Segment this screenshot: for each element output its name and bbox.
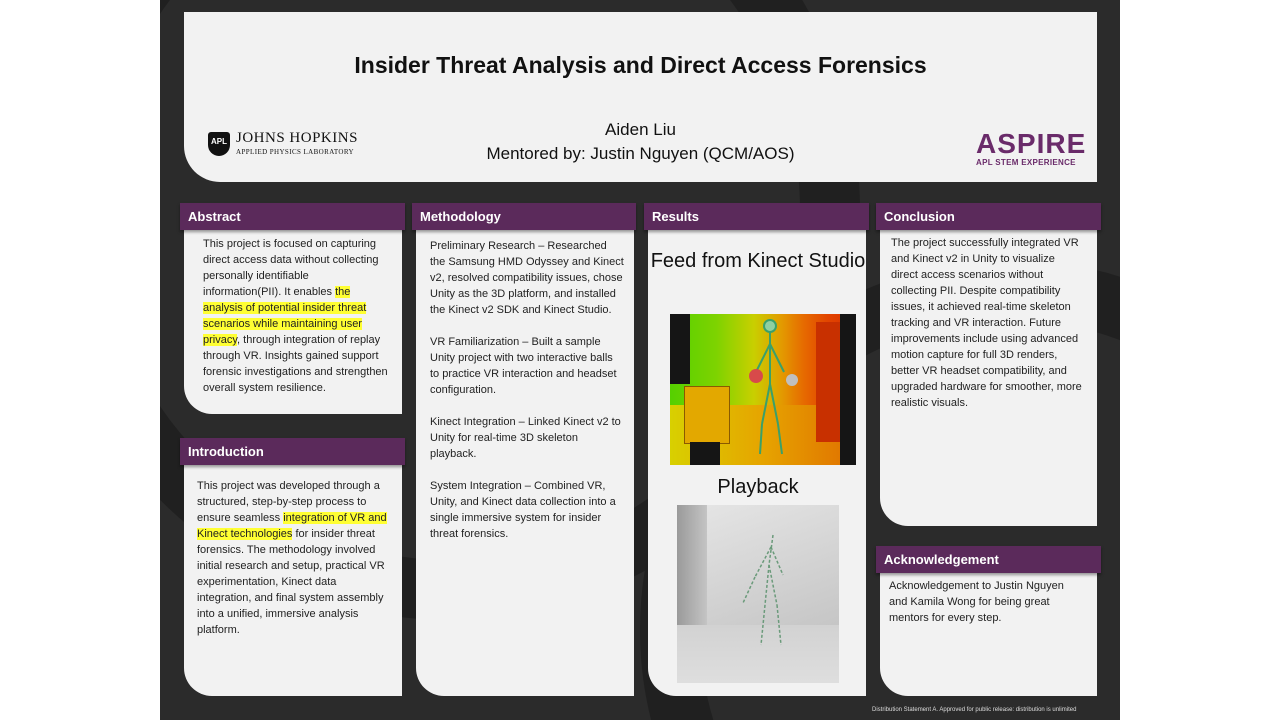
- introduction-highlight: integration of VR and Kinect technologies: [197, 512, 387, 540]
- abstract-text-start: This project is focused on capturing direct access data without collecting personally identifiable information(PII). It enables: [203, 238, 379, 298]
- kinect-skeleton-icon: [670, 314, 856, 465]
- playback-image: [677, 505, 839, 683]
- methodology-step: Preliminary Research – Researched the Samsung HMD Odyssey and Kinect v2, resolved compatibility issues, chose Unity as the 3D platform, and installed the Kinect v2 SDK and Kinect Studio.: [430, 240, 624, 316]
- apl-shield-icon: APL: [208, 132, 230, 156]
- methodology-heading: Methodology: [412, 203, 636, 230]
- abstract-text: [203, 236, 389, 396]
- kinect-feed-label: Feed from Kinect Studio: [650, 250, 866, 272]
- distribution-statement: Distribution Statement A. Approved for public release: distribution is unlimited: [872, 707, 1077, 713]
- poster-header: [184, 12, 1097, 182]
- playback-skeleton-icon: [677, 505, 839, 683]
- mentor-line: Mentored by: Justin Nguyen (QCM/AOS): [486, 144, 795, 163]
- abstract-heading: Abstract: [180, 203, 405, 230]
- abstract-highlight: the analysis of potential insider threat scenarios while maintaining user privacy: [203, 286, 367, 346]
- methodology-step: VR Familiarization – Built a sample Unity project with two interactive balls to practice VR interaction and headset configuration.: [430, 336, 617, 396]
- abstract-text-end: , through integration of replay through VR. Insights gained support forensic investigations and strengthen overall system resilience.: [203, 334, 388, 394]
- jhu-apl-logo: [206, 130, 366, 160]
- introduction-text: [197, 478, 389, 638]
- aspire-logo-name: ASPIRE: [976, 128, 1087, 159]
- aspire-logo-subtitle: APL STEM EXPERIENCE: [976, 158, 1076, 167]
- introduction-heading: Introduction: [180, 438, 405, 465]
- results-heading: Results: [644, 203, 869, 230]
- methodology-text: [430, 238, 624, 558]
- introduction-text-end: for insider threat forensics. The methodology involved initial research and setup, practical VR experimentation, Kinect data integration, and final system assembly into a unified, immersive analysis platform.: [197, 528, 385, 636]
- acknowledgement-heading: Acknowledgement: [876, 546, 1101, 573]
- jhu-logo-name: JOHNS HOPKINS: [236, 130, 358, 146]
- poster-title: Insider Threat Analysis and Direct Access Forensics: [354, 52, 927, 78]
- playback-label: Playback: [717, 476, 799, 498]
- aspire-logo: [976, 130, 1086, 170]
- author-name: Aiden Liu: [605, 120, 676, 139]
- methodology-step: Kinect Integration – Linked Kinect v2 to Unity for real-time 3D skeleton playback.: [430, 416, 621, 460]
- jhu-logo-subtitle: APPLIED PHYSICS LABORATORY: [236, 148, 355, 156]
- conclusion-heading: Conclusion: [876, 203, 1101, 230]
- conclusion-text: The project successfully integrated VR and Kinect v2 in Unity to visualize direct access scenarios without collecting PII. Despite compatibility issues, it achieved real-time skeleton tracking and VR interaction. Future improvements include using advanced motion capture for full 3D renders, better VR headset compatibility, and upgraded hardware for smoother, more realistic visuals.: [891, 237, 1082, 409]
- introduction-text-start: This project was developed through a structured, step-by-step process to ensure seamless: [197, 480, 380, 524]
- acknowledgement-text: Acknowledgement to Justin Nguyen and Kamila Wong for being great mentors for every step.: [889, 580, 1064, 624]
- methodology-step: System Integration – Combined VR, Unity, and Kinect data collection into a single immersive system for insider threat forensics.: [430, 480, 616, 540]
- poster: [160, 0, 1120, 720]
- kinect-studio-image: [670, 314, 856, 465]
